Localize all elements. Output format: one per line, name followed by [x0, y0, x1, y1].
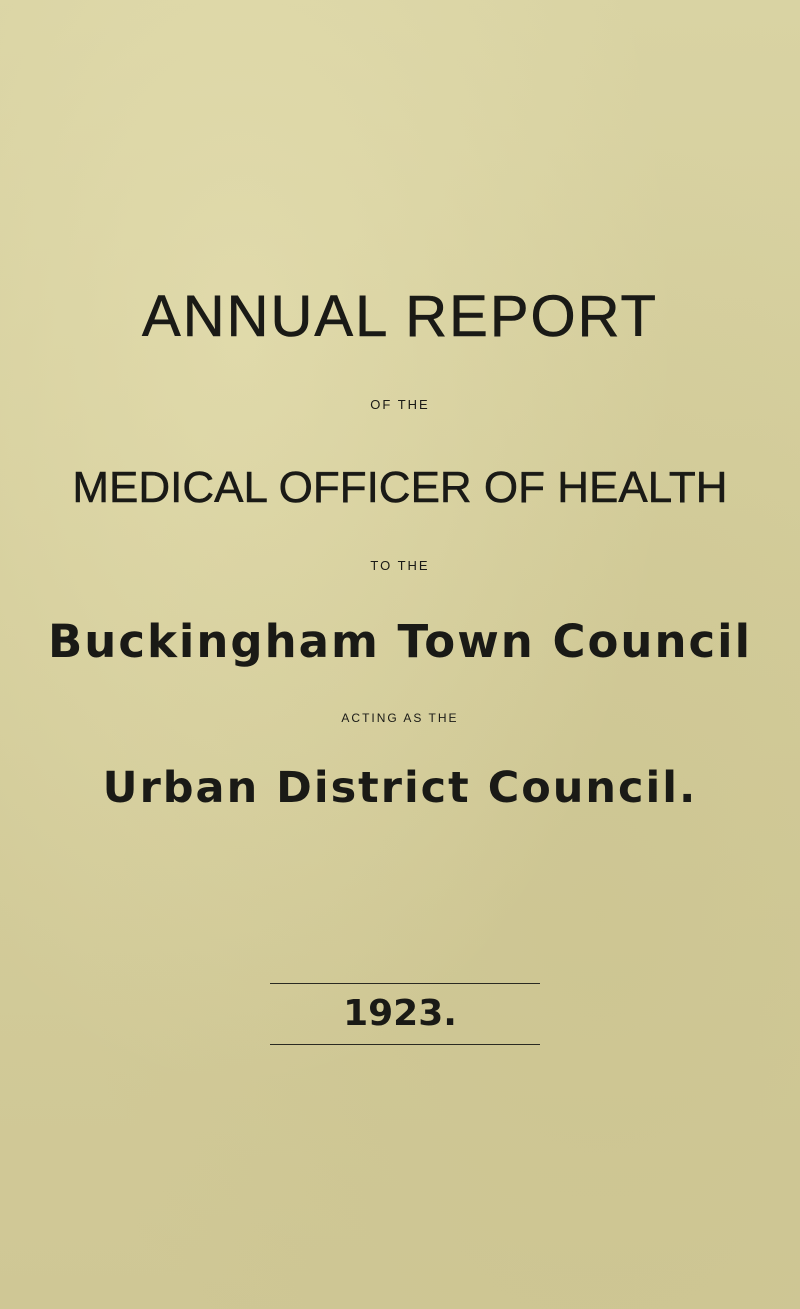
- report-year: 1923.: [343, 993, 457, 1034]
- year-bottom-rule: [270, 1044, 540, 1045]
- urban-district-heading: Urban District Council.: [102, 763, 698, 813]
- medical-officer-heading: MEDICAL OFFICER OF HEALTH: [72, 463, 728, 512]
- to-the-connector: TO THE: [370, 558, 430, 573]
- of-the-connector: OF THE: [370, 397, 430, 412]
- acting-as-the-connector: ACTING AS THE: [341, 711, 459, 725]
- year-top-rule: [270, 983, 540, 984]
- report-title: ANNUAL REPORT: [142, 284, 658, 349]
- town-council-heading: Buckingham Town Council: [47, 615, 752, 668]
